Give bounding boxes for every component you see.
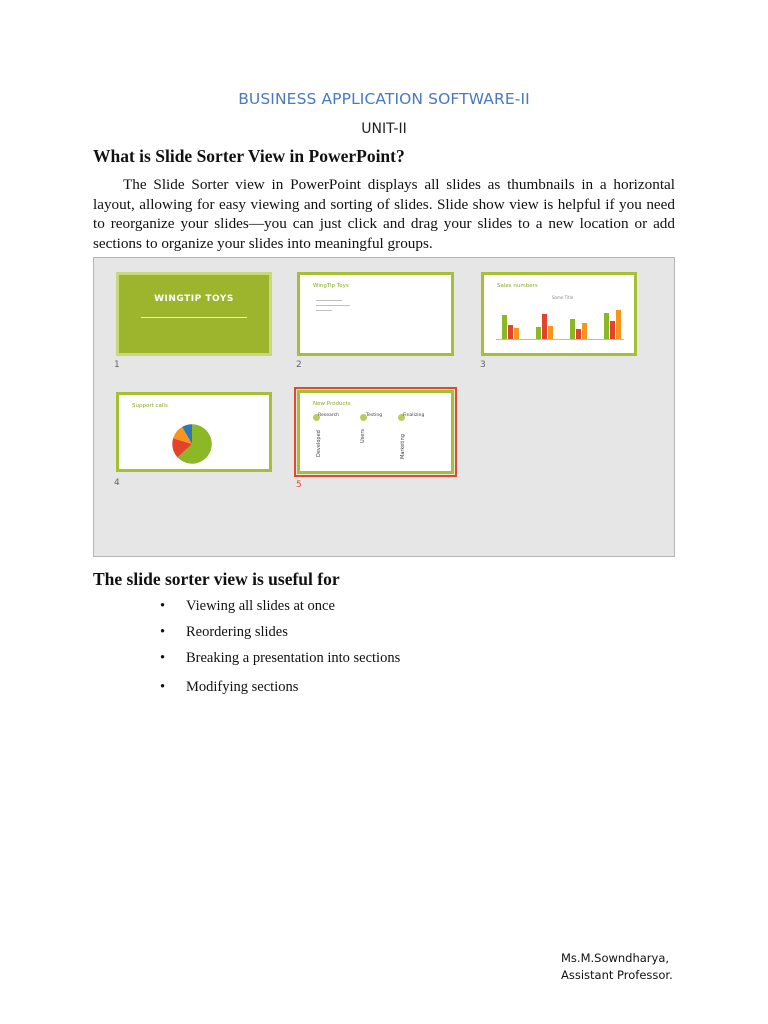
chart-bar xyxy=(582,323,587,339)
slide-1-rule xyxy=(141,317,247,318)
slide-number-1: 1 xyxy=(114,360,120,370)
slide-5-col-label: Marketing xyxy=(400,434,406,459)
slide-5-col-label: Developed xyxy=(316,430,322,457)
slide-sorter-panel xyxy=(93,257,675,557)
chart-bar xyxy=(548,326,553,339)
chart-bar xyxy=(502,315,507,339)
signature-block xyxy=(561,950,673,984)
slide-thumbnail-1[interactable] xyxy=(116,272,272,356)
unit-label: UNIT-II xyxy=(361,121,407,137)
list-item: • Breaking a presentation into sections xyxy=(160,650,400,667)
intro-paragraph: The Slide Sorter view in PowerPoint displays all slides as thumbnails in a horizontal layout, allowing for easy viewing and sorting of slides. Slide show view is helpful if you need to reorganize your slides—you can just click and drag your slides to a new location or add sections to organize your slides into meaningful groups. xyxy=(93,176,675,252)
author-designation: Assistant Professor. xyxy=(561,968,673,982)
chart-bar xyxy=(514,328,519,339)
chart-bar xyxy=(610,321,615,339)
slide-4-title: Support calls xyxy=(132,403,168,409)
section-heading-slide-sorter: What is Slide Sorter View in PowerPoint? xyxy=(93,146,405,166)
slide-thumbnail-2[interactable] xyxy=(297,272,454,356)
uses-list xyxy=(160,598,400,696)
slide-2-title: WingTip Toys xyxy=(313,283,349,289)
slide-2-bullet-3 xyxy=(316,310,332,311)
slide-3-title: Sales numbers xyxy=(497,283,538,289)
slide-5-row-label: Testing xyxy=(366,413,383,418)
slide-number-5: 5 xyxy=(296,480,302,490)
slide-number-2: 2 xyxy=(296,360,302,370)
slide-3-axis xyxy=(496,339,624,340)
chart-bar xyxy=(536,327,541,339)
slide-2-bullet-2 xyxy=(316,305,350,306)
list-item: • Modifying sections xyxy=(160,679,400,696)
slide-5-title: New Products xyxy=(313,401,351,407)
chart-bar xyxy=(542,314,547,339)
slide-thumbnail-4[interactable] xyxy=(116,392,272,472)
list-item: • Viewing all slides at once xyxy=(160,598,400,615)
chart-bar xyxy=(616,310,621,339)
course-title: BUSINESS APPLICATION SOFTWARE-II xyxy=(238,90,530,108)
section-heading-useful-for: The slide sorter view is useful for xyxy=(93,569,340,589)
chart-bar xyxy=(508,325,513,339)
list-item: • Reordering slides xyxy=(160,624,400,641)
slide-5-row-label: Research xyxy=(318,413,340,418)
chart-bar xyxy=(570,319,575,339)
slide-3-chart-caption: Some Title xyxy=(552,295,574,300)
chart-bar xyxy=(576,329,581,339)
slide-2-bullet-1 xyxy=(316,300,342,301)
slide-4-pie-chart xyxy=(169,421,215,467)
slide-thumbnail-3[interactable] xyxy=(481,272,637,356)
slide-thumbnail-5[interactable] xyxy=(297,390,454,474)
slide-3-bar-chart xyxy=(496,301,624,339)
slide-5-row-label: Finalizing xyxy=(403,413,425,418)
author-name: Ms.M.Sowndharya, xyxy=(561,951,670,965)
slide-5-col-label: Users xyxy=(360,428,366,443)
slide-number-4: 4 xyxy=(114,478,120,488)
slide-number-3: 3 xyxy=(480,360,486,370)
chart-bar xyxy=(604,313,609,339)
slide-1-title: WINGTIP TOYS xyxy=(154,294,234,304)
